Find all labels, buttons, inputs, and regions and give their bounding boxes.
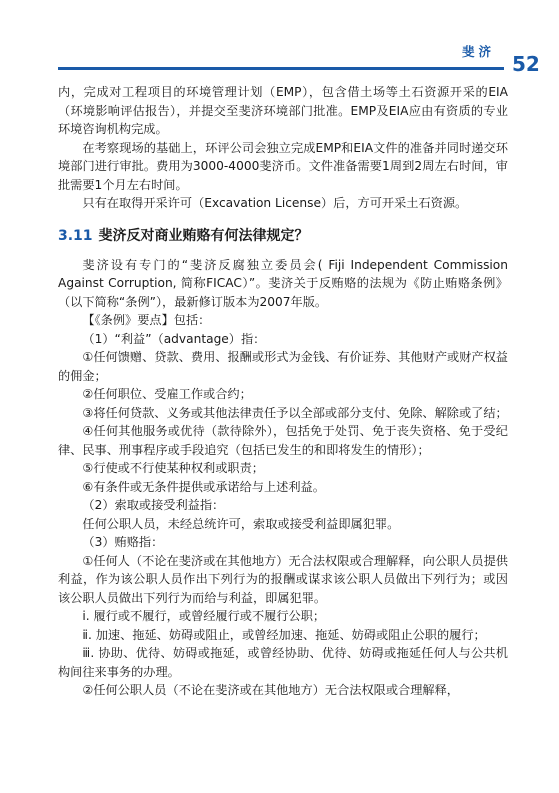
advantage-item-4: ④任何其他服务或优待（款待除外），包括免于处罚、免于丧失资格、免于受纪律、民事、刑事程序或手段追究（包括已发生的和即将发生的情形）； <box>58 424 508 457</box>
bribery-subitem-i: ⅰ. 履行或不履行，或曾经履行或不履行公职； <box>82 609 326 623</box>
bribery-subitem-ii: ⅱ. 加速、拖延、妨碍或阻止，或曾经加速、拖延、妨碍或阻止公职的履行； <box>82 627 486 642</box>
bribery-item-1: ①任何人（不论在斐济或在其他地方）无合法权限或合理解释，向公职人员提供利益，作为该公职人员作出下列行为的报酬或谋求该公职人员做出下列行为；或因该公职人员做出下列行为而给与利益，即属犯罪。 <box>58 553 508 605</box>
paragraph-key-points: 【《条例》要点】包括： <box>82 313 211 327</box>
advantage-item-2: ②任何职位、受雇工作或合约； <box>82 387 252 401</box>
bribery-item-2: ②任何公职人员（不论在斐济或在其他地方）无合法权限或合理解释， <box>82 683 459 697</box>
paragraph-eia-procedure: 在考察现场的基础上，环评公司会独立完成EMP和EIA文件的准备并同时递交环境部门进行审批。费用为3000-4000斐济币。文件准备需要1周到2周左右时间，审批需要1个月左右时间。 <box>58 140 508 192</box>
section-title: 斐济反对商业贿赂有何法律规定？ <box>98 227 309 244</box>
definition-solicit-heading: （2）索取或接受利益指： <box>82 498 225 512</box>
paragraph-excavation-license: 只有在取得开采许可（Excavation License）后，方可开采土石资源。 <box>82 196 468 210</box>
advantage-item-6: ⑥有条件或无条件提供或承诺给与上述利益。 <box>82 479 325 494</box>
advantage-item-3: ③将任何贷款、义务或其他法律责任予以全部或部分支付、免除、解除或了结； <box>82 405 508 420</box>
advantage-item-5: ⑤行使或不行使某种权利或职责； <box>82 461 264 475</box>
bribery-subitem-iii: ⅲ. 协助、优待、妨碍或拖延，或曾经协助、优待、妨碍或拖延任何人与公共机构间往来事务的办理。 <box>58 646 508 679</box>
running-header-country: 斐济 <box>462 44 496 59</box>
definition-solicit-text: 任何公职人员，未经总统许可，索取或接受利益即属犯罪。 <box>82 516 400 531</box>
section-number: 3.11 <box>58 227 93 244</box>
paragraph-continuation: 内，完成对工程项目的环境管理计划（EMP），包含借土场等土石资源开采的EIA（环境影响评估报告），并提交至斐济环境部门批准。EMP及EIA应由有资质的专业环境咨询机构完成。 <box>58 85 508 136</box>
page-content <box>58 83 508 700</box>
section-heading <box>58 227 508 245</box>
paragraph-ficac: 斐济设有专门的“斐济反腐独立委员会( Fiji Independent Commission Against Corruption, 简称FICAC）”。斐济关于反贿赂的法规为《防止贿赂条例》（以下简称“条例”），最新修订版本为2007年版。 <box>58 257 508 309</box>
page-number: 52 <box>512 52 540 76</box>
header-rule <box>58 67 504 70</box>
definition-bribery-heading: （3）贿赂指： <box>82 535 164 549</box>
definition-advantage-heading: （1）“利益”（advantage）指： <box>82 331 266 346</box>
advantage-item-1: ①任何馈赠、贷款、费用、报酬或形式为金钱、有价证券、其他财产或财产权益的佣金； <box>58 350 508 383</box>
